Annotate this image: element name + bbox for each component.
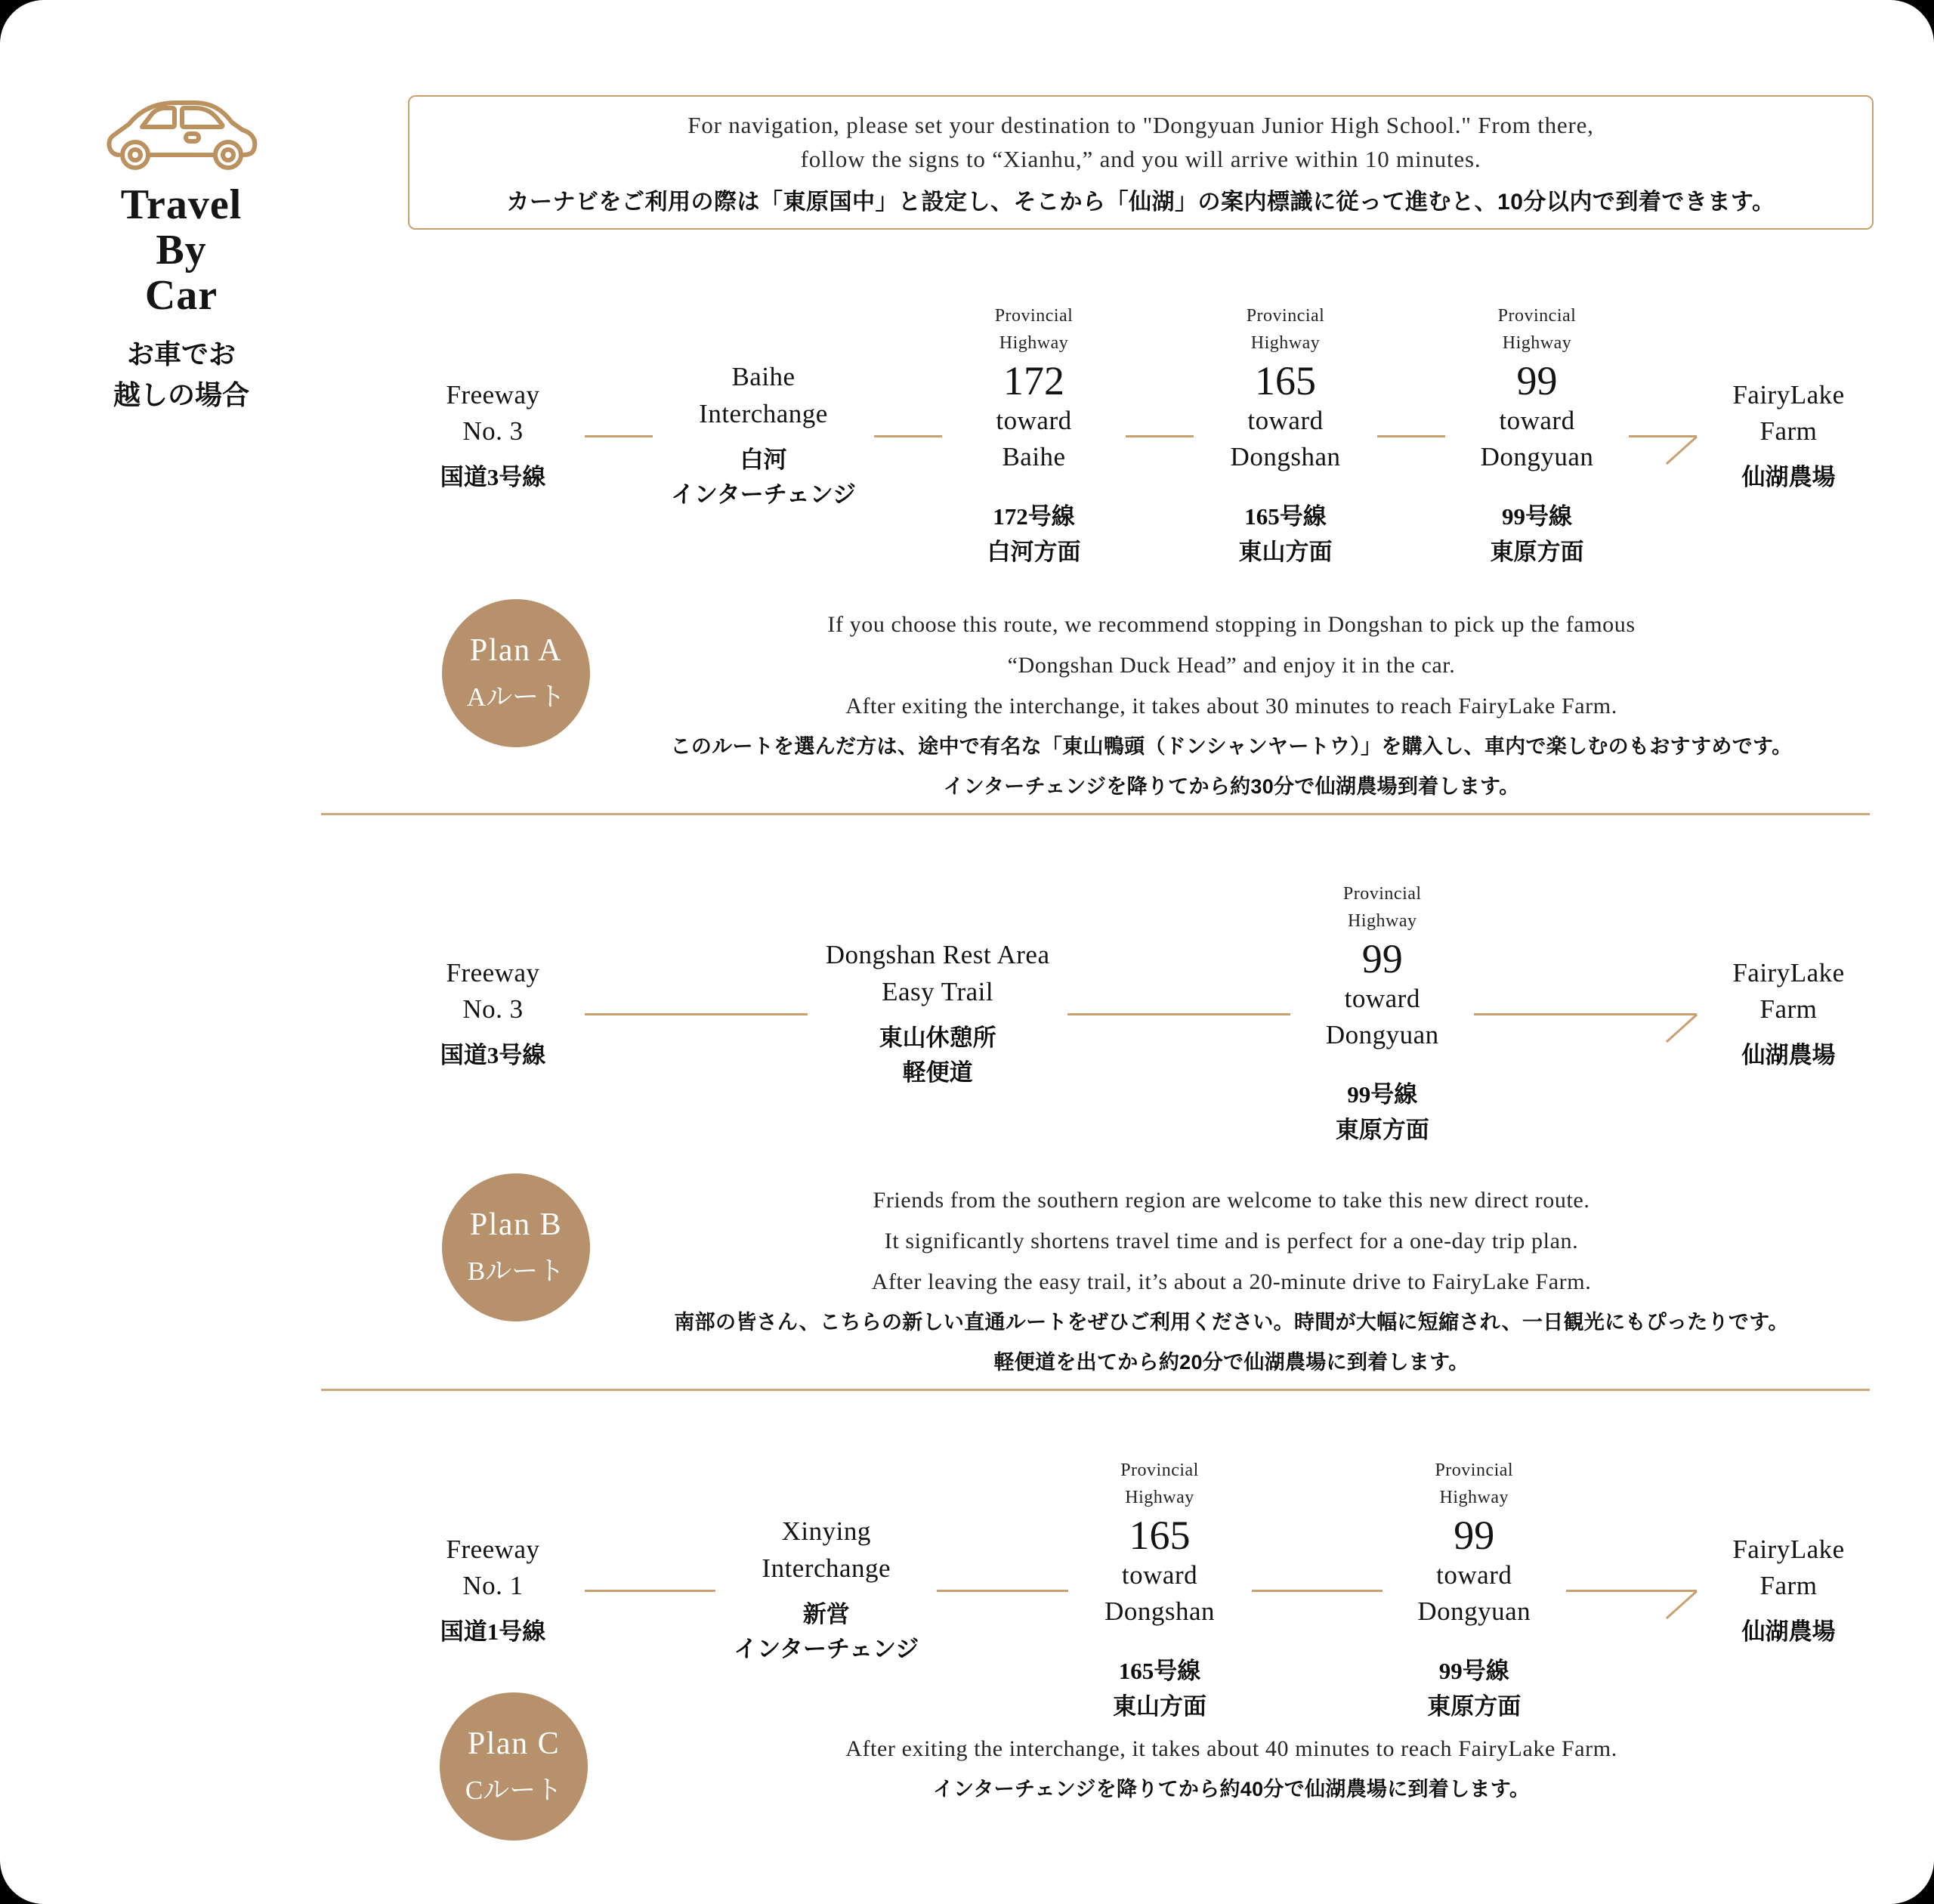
desc-en-line: After exiting the interchange, it takes about 30 minutes to reach FairyLake Farm.: [845, 694, 1617, 719]
desc-en-line: After leaving the easy trail, it’s about a 20-minute drive to FairyLake Farm.: [871, 1269, 1592, 1294]
plan-b-description: [635, 1180, 1828, 1382]
step-small-line: Highway: [1250, 333, 1321, 353]
desc-en-line: After exiting the interchange, it takes about 40 minutes to reach FairyLake Farm.: [845, 1736, 1617, 1761]
step-en-line: Easy Trail: [882, 976, 994, 1006]
step-en-line: Dongshan: [1104, 1596, 1215, 1626]
step-jp-line: 白河方面: [987, 538, 1081, 565]
car-icon: [102, 88, 261, 172]
step-small-line: Provincial: [1342, 884, 1422, 904]
route-step: [671, 359, 856, 513]
step-jp-line: 99号線: [1347, 1081, 1418, 1108]
desc-jp-line: 南部の皆さん、こちらの新しい直通ルートをぜひご利用ください。時間が大幅に短縮され、一日観光にもぴったりです。: [674, 1311, 1789, 1334]
step-en-line: toward: [1436, 1559, 1512, 1590]
route-step: [1308, 880, 1456, 1148]
step-small-line: Provincial: [1120, 1460, 1199, 1480]
page-title: [121, 183, 242, 319]
step-en-line: No. 3: [462, 994, 524, 1024]
title-line: Car: [144, 271, 218, 319]
route-connector-line: [1377, 435, 1445, 437]
step-en-line: toward: [1121, 1559, 1198, 1590]
step-jp-line: 国道1号線: [440, 1618, 546, 1646]
highway-number: 165: [1129, 1513, 1191, 1558]
route-connector-line: [1126, 435, 1194, 437]
step-en-line: Freeway: [446, 379, 540, 410]
step-en-line: Interchange: [699, 398, 828, 428]
badge-label-en: Plan C: [467, 1726, 561, 1761]
route-step: [419, 955, 567, 1074]
step-small-line: Highway: [1125, 1488, 1194, 1507]
highway-number: 165: [1255, 358, 1317, 403]
step-jp-line: 99号線: [1438, 1658, 1509, 1685]
step-en-line: Dongshan: [1230, 441, 1341, 471]
step-en-line: Farm: [1759, 1570, 1818, 1600]
step-small-line: Provincial: [1435, 1460, 1514, 1480]
step-en-line: FairyLake: [1732, 1534, 1845, 1564]
route-step: [960, 302, 1108, 570]
step-jp-line: 172号線: [993, 503, 1075, 530]
badge-label-jp: Aルート: [466, 682, 566, 712]
step-en-line: toward: [1344, 983, 1420, 1013]
navigation-notice-box: [408, 95, 1874, 230]
route-step: [1463, 302, 1611, 570]
badge-label-en: Plan B: [469, 1207, 563, 1242]
step-jp-line: インターチェンジ: [670, 481, 857, 508]
route-connector-line: [1252, 1590, 1383, 1592]
notice-en-line2: follow the signs to “Xianhu,” and you will arrive within 10 minutes.: [800, 146, 1481, 172]
desc-jp-line: インターチェンジを降りてから約30分で仙湖農場到着します。: [943, 774, 1520, 798]
plan-a-badge: [442, 599, 590, 747]
desc-en-line: Friends from the southern region are welcome to take this new direct route.: [873, 1188, 1590, 1213]
title-line: By: [156, 226, 207, 274]
desc-en-line: If you choose this route, we recommend stopping in Dongshan to pick up the famous: [827, 612, 1636, 637]
step-en-line: Baihe: [1002, 441, 1066, 471]
plan-c-badge: [440, 1692, 588, 1841]
route-arrow-icon: [1566, 1590, 1697, 1592]
step-en-line: Farm: [1759, 994, 1818, 1024]
step-jp-line: 軽便道: [902, 1059, 973, 1086]
step-jp-line: 仙湖農場: [1741, 464, 1836, 491]
step-en-line: Dongyuan: [1480, 441, 1594, 471]
route-plan-c: [419, 1457, 1862, 1724]
route-step: [419, 377, 567, 496]
step-jp-line: 東山方面: [1238, 538, 1333, 565]
step-small-line: Highway: [999, 333, 1069, 353]
subtitle-line: 越しの場合: [113, 379, 249, 410]
plan-c-description: [635, 1729, 1828, 1810]
route-step: [826, 937, 1050, 1091]
route-connector-line: [585, 1013, 808, 1015]
route-plan-b: [419, 880, 1862, 1148]
section-divider: [321, 813, 1870, 815]
step-small-line: Highway: [1502, 333, 1572, 353]
route-step: [419, 1532, 567, 1650]
desc-en-line: It significantly shortens travel time and is perfect for a one-day trip plan.: [884, 1229, 1579, 1253]
notice-text-en: [687, 109, 1593, 177]
step-jp-line: 165号線: [1244, 503, 1327, 530]
route-connector-line: [937, 1590, 1067, 1592]
step-jp-line: インターチェンジ: [734, 1636, 919, 1663]
highway-number: 99: [1454, 1513, 1495, 1558]
step-small-line: Highway: [1439, 1488, 1509, 1507]
step-jp-line: 東山休憩所: [879, 1024, 996, 1051]
route-destination: [1715, 955, 1862, 1074]
step-jp-line: 新営: [802, 1600, 850, 1627]
step-jp-line: 165号線: [1118, 1658, 1201, 1685]
notice-text-jp: カーナビをご利用の際は「東原国中」と設定し、そこから「仙湖」の案内標識に従って進むと、10分以内で到着できます。: [506, 189, 1775, 215]
step-jp-line: 仙湖農場: [1741, 1618, 1836, 1646]
route-step: [1401, 1457, 1548, 1724]
step-en-line: FairyLake: [1732, 379, 1845, 410]
highway-number: 172: [1003, 358, 1065, 403]
step-jp-line: 仙湖農場: [1741, 1042, 1836, 1069]
highway-number: 99: [1361, 936, 1403, 981]
step-jp-line: 東山方面: [1113, 1692, 1207, 1720]
step-en-line: No. 3: [462, 416, 524, 446]
step-en-line: Dongyuan: [1417, 1596, 1531, 1626]
step-jp-line: 国道3号線: [440, 464, 546, 491]
step-en-line: Interchange: [762, 1553, 891, 1583]
badge-label-jp: Cルート: [465, 1776, 563, 1805]
step-en-line: Dongshan Rest Area: [825, 940, 1050, 970]
step-en-line: Farm: [1759, 416, 1818, 446]
highway-number: 99: [1516, 358, 1558, 403]
step-jp-line: 東原方面: [1427, 1692, 1522, 1720]
subtitle-line: お車でお: [126, 338, 236, 369]
step-jp-line: 国道3号線: [440, 1042, 546, 1069]
route-plan-a: [419, 302, 1862, 570]
sidebar: [76, 88, 287, 416]
route-destination: [1715, 1532, 1862, 1650]
step-jp-line: 99号線: [1502, 503, 1572, 530]
step-en-line: Freeway: [446, 1534, 540, 1564]
step-en-line: No. 1: [462, 1570, 524, 1600]
plan-a-description: [635, 604, 1828, 806]
route-connector-line: [585, 1590, 715, 1592]
desc-jp-line: インターチェンジを降りてから約40分で仙湖農場に到着します。: [932, 1778, 1531, 1800]
badge-label-jp: Bルート: [467, 1256, 565, 1286]
plan-b-badge: [442, 1173, 590, 1321]
notice-en-line1: For navigation, please set your destination to "Dongyuan Junior High School." From there,: [687, 112, 1594, 139]
desc-jp-line: 軽便道を出てから約20分で仙湖農場に到着します。: [993, 1350, 1469, 1374]
step-en-line: Xinying: [781, 1516, 871, 1547]
step-jp-line: 白河: [740, 446, 787, 473]
step-en-line: FairyLake: [1732, 957, 1845, 988]
step-small-line: Highway: [1347, 911, 1417, 931]
step-small-line: Provincial: [1497, 306, 1577, 326]
route-connector-line: [1067, 1013, 1290, 1015]
badge-label-en: Plan A: [469, 633, 563, 668]
desc-jp-line: このルートを選んだ方は、途中で有名な「東山鴨頭（ドンシャンヤートウ）」を購入し、車内で楽しむのもおすすめです。: [670, 735, 1793, 758]
section-divider: [321, 1389, 1870, 1391]
step-en-line: Freeway: [446, 957, 540, 988]
step-en-line: Baihe: [731, 362, 796, 392]
route-step: [1086, 1457, 1234, 1724]
route-connector-line: [874, 435, 942, 437]
step-small-line: Provincial: [994, 306, 1074, 326]
page-subtitle-jp: [113, 334, 249, 416]
route-step: [1212, 302, 1359, 570]
desc-en-line: “Dongshan Duck Head” and enjoy it in the car.: [1007, 653, 1456, 678]
step-en-line: Dongyuan: [1325, 1019, 1439, 1049]
step-small-line: Provincial: [1246, 306, 1325, 326]
step-en-line: toward: [1499, 405, 1575, 435]
route-connector-line: [585, 435, 653, 437]
route-destination: [1715, 377, 1862, 496]
title-line: Travel: [120, 181, 243, 228]
step-en-line: toward: [996, 405, 1072, 435]
route-arrow-icon: [1474, 1013, 1697, 1015]
step-jp-line: 東原方面: [1335, 1116, 1429, 1143]
step-jp-line: 東原方面: [1490, 538, 1584, 565]
route-arrow-icon: [1629, 435, 1697, 437]
step-en-line: toward: [1247, 405, 1324, 435]
route-step: [734, 1513, 919, 1668]
